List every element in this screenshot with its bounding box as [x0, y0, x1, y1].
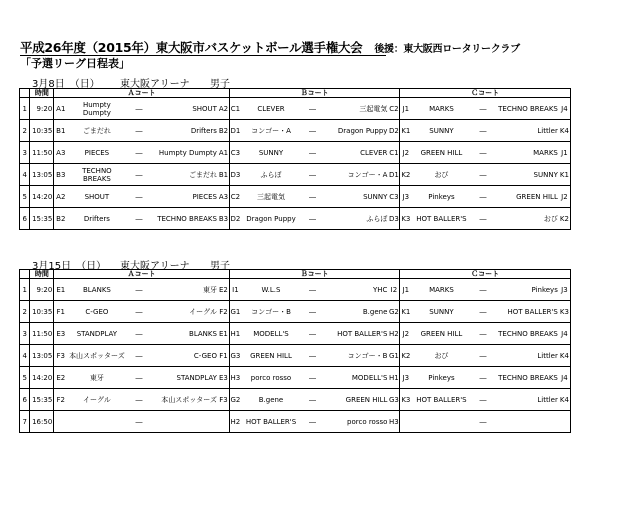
versus-dash: ― — [127, 186, 152, 208]
team-name: SUNNY — [241, 142, 301, 164]
team-name: TECHNO BREAKS — [494, 98, 558, 120]
team-code: E1 — [218, 323, 229, 345]
team-code: K4 — [559, 345, 571, 367]
team-name: おび — [411, 345, 471, 367]
table-row — [20, 164, 571, 186]
versus-dash: ― — [301, 301, 324, 323]
match-number: 4 — [20, 345, 30, 367]
team-name: 本山スポッターズ — [67, 345, 126, 367]
match-number: 5 — [20, 186, 30, 208]
header-court-c: Ｃコート — [400, 270, 571, 279]
table-row — [20, 98, 571, 120]
team-name: 本山スポッターズ — [151, 389, 218, 411]
team-code: B2 — [54, 208, 68, 230]
match-time: 13:05 — [30, 345, 54, 367]
team-code: H2 — [229, 411, 240, 433]
team-name: GREEN HILL — [411, 142, 471, 164]
team-code: G2 — [229, 389, 240, 411]
team-code — [54, 411, 68, 433]
header-time: 時間 — [30, 270, 54, 279]
team-name: TECHNO BREAKS — [494, 323, 558, 345]
team-code: D1 — [229, 120, 240, 142]
team-name: ごまだれ — [67, 120, 126, 142]
team-code: H2 — [388, 323, 399, 345]
versus-dash: ― — [127, 164, 152, 186]
versus-dash: ― — [472, 208, 495, 230]
team-name: SHOUT — [67, 186, 126, 208]
team-name: Pinkeys — [411, 186, 471, 208]
team-code: B2 — [218, 120, 229, 142]
table-header-row — [20, 270, 571, 279]
team-name: SHOUT — [151, 98, 218, 120]
match-time: 15:35 — [30, 389, 54, 411]
header-no — [20, 89, 30, 98]
match-time: 14:20 — [30, 186, 54, 208]
team-code: K4 — [559, 389, 571, 411]
team-name: おび — [411, 164, 471, 186]
versus-dash: ― — [301, 345, 324, 367]
team-code: G3 — [388, 389, 399, 411]
team-code: K2 — [400, 345, 411, 367]
team-name: Littler — [494, 120, 558, 142]
team-name: 三起電気 — [324, 98, 388, 120]
team-code: K1 — [400, 301, 411, 323]
team-code: C3 — [229, 142, 240, 164]
team-name: HOT BALLER'S — [411, 389, 471, 411]
versus-dash: ― — [301, 279, 324, 301]
team-code: K1 — [559, 164, 571, 186]
team-code: B1 — [218, 164, 229, 186]
team-name: GREEN HILL — [411, 323, 471, 345]
team-name: BLANKS — [151, 323, 218, 345]
versus-dash: ― — [472, 389, 495, 411]
match-time: 10:35 — [30, 120, 54, 142]
match-number: 1 — [20, 279, 30, 301]
team-code: D3 — [388, 208, 399, 230]
table-row — [20, 186, 571, 208]
team-code: E3 — [218, 367, 229, 389]
team-name: Pinkeys — [494, 279, 558, 301]
header-court-a: Ａコート — [54, 270, 230, 279]
match-number: 5 — [20, 367, 30, 389]
team-code: A1 — [54, 98, 68, 120]
versus-dash: ― — [301, 323, 324, 345]
team-name: Pinkeys — [411, 367, 471, 389]
match-number: 2 — [20, 301, 30, 323]
versus-dash: ― — [472, 120, 495, 142]
team-code: G1 — [388, 345, 399, 367]
versus-dash: ― — [301, 120, 324, 142]
team-name: STANDPLAY — [67, 323, 126, 345]
versus-dash: ― — [472, 186, 495, 208]
team-name: Littler — [494, 345, 558, 367]
match-time: 15:35 — [30, 208, 54, 230]
team-name: Drifters — [151, 120, 218, 142]
match-number: 7 — [20, 411, 30, 433]
match-number: 6 — [20, 389, 30, 411]
team-name: W.L.S — [241, 279, 301, 301]
team-code: E2 — [54, 367, 68, 389]
team-name: TECHNO BREAKS — [151, 208, 218, 230]
versus-dash: ― — [472, 323, 495, 345]
team-code: G3 — [229, 345, 240, 367]
team-code: A2 — [218, 98, 229, 120]
team-name: コンゴー・A — [324, 164, 388, 186]
versus-dash: ― — [127, 208, 152, 230]
team-code: D3 — [229, 164, 240, 186]
team-code: H3 — [229, 367, 240, 389]
schedule-date: 3月15日 （日） — [32, 261, 107, 272]
sponsor-text: 後援：東大阪西ロータリークラブ — [374, 44, 520, 55]
table-row — [20, 279, 571, 301]
team-name: porco rosso — [241, 367, 301, 389]
table-row — [20, 120, 571, 142]
team-name: SUNNY — [411, 120, 471, 142]
schedule-table — [19, 88, 571, 230]
schedule-subtitle: 「予選リーグ日程表」 — [20, 57, 130, 70]
schedule-category: 男子 — [210, 79, 230, 90]
team-code: J3 — [400, 367, 411, 389]
versus-dash: ― — [127, 411, 152, 433]
team-code: J2 — [400, 142, 411, 164]
match-time: 14:20 — [30, 367, 54, 389]
schedule-category: 男子 — [210, 261, 230, 272]
team-code: B1 — [54, 120, 68, 142]
team-code: J4 — [559, 323, 571, 345]
match-number: 1 — [20, 98, 30, 120]
team-name: 三起電気 — [241, 186, 301, 208]
team-code: A2 — [54, 186, 68, 208]
team-code: H3 — [388, 411, 399, 433]
match-number: 3 — [20, 323, 30, 345]
team-code: E2 — [218, 279, 229, 301]
team-name — [411, 411, 471, 433]
team-name: Dragon Puppy — [241, 208, 301, 230]
team-name: Dragon Puppy — [324, 120, 388, 142]
versus-dash: ― — [472, 164, 495, 186]
versus-dash: ― — [127, 120, 152, 142]
team-name: Littler — [494, 389, 558, 411]
team-name: B.gene — [241, 389, 301, 411]
versus-dash: ― — [472, 411, 495, 433]
team-name: PIECES — [67, 142, 126, 164]
table-row — [20, 367, 571, 389]
team-code: J1 — [559, 142, 571, 164]
team-code: I2 — [388, 279, 399, 301]
team-name: MARKS — [411, 279, 471, 301]
team-name: GREEN HILL — [241, 345, 301, 367]
team-code: C2 — [388, 98, 399, 120]
team-code: D1 — [388, 164, 399, 186]
versus-dash: ― — [472, 301, 495, 323]
team-name: GREEN HILL — [324, 389, 388, 411]
team-name: Humpty Dumpty — [67, 98, 126, 120]
team-code: B3 — [54, 164, 68, 186]
team-code: K3 — [400, 208, 411, 230]
team-name: PIECES — [151, 186, 218, 208]
team-code: A1 — [218, 142, 229, 164]
team-code: K1 — [400, 120, 411, 142]
team-code: B3 — [218, 208, 229, 230]
team-name: HOT BALLER'S — [324, 323, 388, 345]
versus-dash: ― — [127, 301, 152, 323]
team-name: C-GEO — [151, 345, 218, 367]
team-name: 東牙 — [67, 367, 126, 389]
team-code: C3 — [388, 186, 399, 208]
team-name: ふらぼ — [241, 164, 301, 186]
versus-dash: ― — [472, 279, 495, 301]
versus-dash: ― — [301, 389, 324, 411]
match-time: 13:05 — [30, 164, 54, 186]
team-name: ふらぼ — [324, 208, 388, 230]
team-name: HOT BALLER'S — [241, 411, 301, 433]
team-code: H1 — [388, 367, 399, 389]
team-name: SUNNY — [324, 186, 388, 208]
team-code: A3 — [218, 186, 229, 208]
match-time: 16:50 — [30, 411, 54, 433]
team-name — [494, 411, 558, 433]
team-code: C1 — [388, 142, 399, 164]
team-code: C1 — [229, 98, 240, 120]
versus-dash: ― — [301, 98, 324, 120]
team-name: TECHNO BREAKS — [67, 164, 126, 186]
schedule-venue: 東大阪アリーナ — [120, 79, 190, 90]
team-name: TECHNO BREAKS — [494, 367, 558, 389]
team-name: コンゴー・B — [241, 301, 301, 323]
team-name: B.gene — [324, 301, 388, 323]
team-name: C-GEO — [67, 301, 126, 323]
team-name: SUNNY — [494, 164, 558, 186]
versus-dash: ― — [301, 186, 324, 208]
team-code — [559, 411, 571, 433]
team-code: F1 — [54, 301, 68, 323]
header-court-c: Ｃコート — [400, 89, 571, 98]
match-time: 9:20 — [30, 98, 54, 120]
team-name: HOT BALLER'S — [494, 301, 558, 323]
versus-dash: ― — [301, 142, 324, 164]
team-name — [151, 411, 218, 433]
match-time: 11:50 — [30, 142, 54, 164]
team-code — [218, 411, 229, 433]
team-code: K2 — [559, 208, 571, 230]
versus-dash: ― — [127, 98, 152, 120]
team-code: A3 — [54, 142, 68, 164]
versus-dash: ― — [472, 142, 495, 164]
team-code: K2 — [400, 164, 411, 186]
team-code: F2 — [54, 389, 68, 411]
versus-dash: ― — [127, 345, 152, 367]
match-number: 2 — [20, 120, 30, 142]
table-row — [20, 411, 571, 433]
match-number: 4 — [20, 164, 30, 186]
match-time: 11:50 — [30, 323, 54, 345]
schedule-table — [19, 269, 571, 433]
team-name: porco rosso — [324, 411, 388, 433]
team-name: 東牙 — [151, 279, 218, 301]
table-row — [20, 389, 571, 411]
table-row — [20, 345, 571, 367]
team-code: E1 — [54, 279, 68, 301]
team-code: K4 — [559, 120, 571, 142]
team-name: コンゴー・B — [324, 345, 388, 367]
team-code: F3 — [218, 389, 229, 411]
schedule-date: 3月8日 （日） — [32, 79, 100, 90]
team-code: J1 — [400, 279, 411, 301]
team-code: J2 — [559, 186, 571, 208]
header-no — [20, 270, 30, 279]
tournament-title: 平成26年度（2015年）東大阪市バスケットボール選手権大会 — [20, 40, 363, 55]
match-number: 3 — [20, 142, 30, 164]
team-code: E3 — [54, 323, 68, 345]
team-code — [400, 411, 411, 433]
team-code: J2 — [400, 323, 411, 345]
table-row — [20, 142, 571, 164]
header-court-b: Ｂコート — [229, 89, 399, 98]
versus-dash: ― — [301, 164, 324, 186]
team-code: K3 — [559, 301, 571, 323]
header-court-a: Ａコート — [54, 89, 230, 98]
table-row — [20, 208, 571, 230]
team-name: CLEVER — [324, 142, 388, 164]
versus-dash: ― — [301, 411, 324, 433]
team-name — [67, 411, 126, 433]
team-name: コンゴー・A — [241, 120, 301, 142]
match-time: 9:20 — [30, 279, 54, 301]
match-number: 6 — [20, 208, 30, 230]
versus-dash: ― — [301, 367, 324, 389]
team-name: MODELL'S — [241, 323, 301, 345]
team-name: Drifters — [67, 208, 126, 230]
versus-dash: ― — [472, 345, 495, 367]
match-time: 10:35 — [30, 301, 54, 323]
table-header-row — [20, 89, 571, 98]
versus-dash: ― — [127, 142, 152, 164]
versus-dash: ― — [127, 389, 152, 411]
versus-dash: ― — [127, 279, 152, 301]
team-name: BLANKS — [67, 279, 126, 301]
versus-dash: ― — [127, 323, 152, 345]
team-name: SUNNY — [411, 301, 471, 323]
team-name: MARKS — [411, 98, 471, 120]
team-name: HOT BALLER'S — [411, 208, 471, 230]
team-code: J4 — [559, 98, 571, 120]
team-name: おび — [494, 208, 558, 230]
versus-dash: ― — [472, 367, 495, 389]
team-name: Humpty Dumpty — [151, 142, 218, 164]
team-code: K3 — [400, 389, 411, 411]
header-court-b: Ｂコート — [229, 270, 399, 279]
table-row — [20, 323, 571, 345]
team-code: J3 — [559, 279, 571, 301]
team-code: H1 — [229, 323, 240, 345]
team-code: F2 — [218, 301, 229, 323]
team-name: MARKS — [494, 142, 558, 164]
team-name: CLEVER — [241, 98, 301, 120]
table-row — [20, 301, 571, 323]
team-name: イーグル — [151, 301, 218, 323]
team-code: G1 — [229, 301, 240, 323]
team-name: GREEN HILL — [494, 186, 558, 208]
team-code: G2 — [388, 301, 399, 323]
team-name: イーグル — [67, 389, 126, 411]
versus-dash: ― — [472, 98, 495, 120]
versus-dash: ― — [301, 208, 324, 230]
page-title — [20, 38, 520, 56]
team-code: C2 — [229, 186, 240, 208]
team-code: J1 — [400, 98, 411, 120]
schedule-venue: 東大阪アリーナ — [120, 261, 190, 272]
team-name: MODELL'S — [324, 367, 388, 389]
team-code: I1 — [229, 279, 240, 301]
team-code: F3 — [54, 345, 68, 367]
team-code: D2 — [388, 120, 399, 142]
team-name: YHC — [324, 279, 388, 301]
team-code: D2 — [229, 208, 240, 230]
header-time: 時間 — [30, 89, 54, 98]
team-code: F1 — [218, 345, 229, 367]
team-name: STANDPLAY — [151, 367, 218, 389]
team-code: J4 — [559, 367, 571, 389]
versus-dash: ― — [127, 367, 152, 389]
team-name: ごまだれ — [151, 164, 218, 186]
team-code: J3 — [400, 186, 411, 208]
